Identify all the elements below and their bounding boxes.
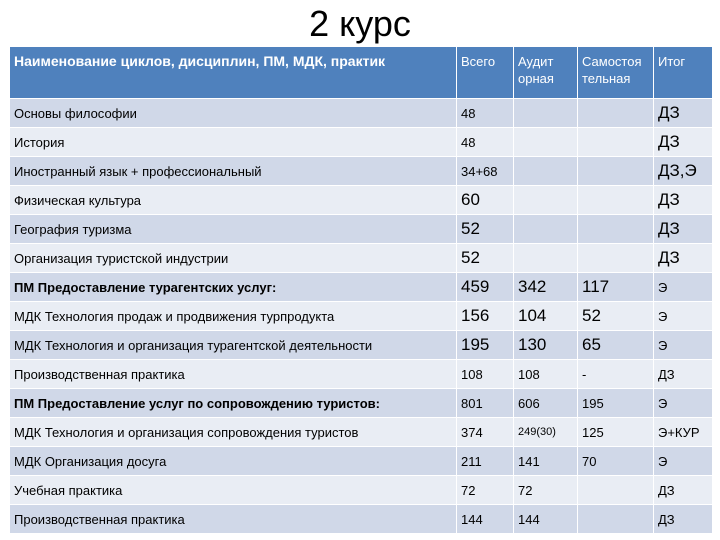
- cell-total: 72: [457, 476, 514, 505]
- cell-result: Э: [654, 331, 713, 360]
- cell-auditory: [514, 128, 578, 157]
- cell-total: 60: [457, 186, 514, 215]
- cell-self-study: [578, 186, 654, 215]
- cell-self-study: [578, 99, 654, 128]
- table-row: [10, 476, 713, 505]
- cell-auditory: [514, 157, 578, 186]
- cell-total: 459: [457, 273, 514, 302]
- cell-total: 211: [457, 447, 514, 476]
- table-row: [10, 505, 713, 534]
- cell-self-study: -: [578, 360, 654, 389]
- cell-name: География туризма: [10, 215, 457, 244]
- cell-self-study: [578, 244, 654, 273]
- cell-name: Производственная практика: [10, 505, 457, 534]
- table-row: [10, 157, 713, 186]
- cell-result: Э: [654, 273, 713, 302]
- cell-name: Производственная практика: [10, 360, 457, 389]
- cell-total: 52: [457, 244, 514, 273]
- cell-self-study: [578, 215, 654, 244]
- cell-auditory: 342: [514, 273, 578, 302]
- cell-total: 48: [457, 99, 514, 128]
- cell-result: ДЗ: [654, 215, 713, 244]
- cell-self-study: [578, 505, 654, 534]
- cell-total: 34+68: [457, 157, 514, 186]
- cell-name: Учебная практика: [10, 476, 457, 505]
- header-total: Всего: [457, 47, 514, 99]
- cell-result: Э: [654, 302, 713, 331]
- cell-name: МДК Организация досуга: [10, 447, 457, 476]
- cell-self-study: 195: [578, 389, 654, 418]
- cell-self-study: 117: [578, 273, 654, 302]
- cell-auditory: [514, 186, 578, 215]
- cell-result: ДЗ: [654, 128, 713, 157]
- cell-self-study: 70: [578, 447, 654, 476]
- cell-result: ДЗ: [654, 244, 713, 273]
- cell-total: 195: [457, 331, 514, 360]
- cell-auditory: 249(30): [514, 418, 578, 447]
- cell-result: Э+КУР: [654, 418, 713, 447]
- table-row: [10, 418, 713, 447]
- table-row: [10, 389, 713, 418]
- cell-total: 48: [457, 128, 514, 157]
- header-auditory: Аудит орная: [514, 47, 578, 99]
- cell-name: ПМ Предоставление услуг по сопровождению туристов:: [10, 389, 457, 418]
- cell-result: Э: [654, 389, 713, 418]
- cell-auditory: 108: [514, 360, 578, 389]
- header-result: Итог: [654, 47, 713, 99]
- cell-self-study: [578, 476, 654, 505]
- cell-auditory: 104: [514, 302, 578, 331]
- cell-auditory: [514, 244, 578, 273]
- header-name: Наименование циклов, дисциплин, ПМ, МДК, практик: [10, 47, 457, 99]
- cell-name: МДК Технология и организация турагентской деятельности: [10, 331, 457, 360]
- cell-result: ДЗ: [654, 360, 713, 389]
- cell-name: МДК Технология продаж и продвижения турпродукта: [10, 302, 457, 331]
- cell-name: Организация туристской индустрии: [10, 244, 457, 273]
- table-row: [10, 186, 713, 215]
- table-row: [10, 215, 713, 244]
- cell-self-study: 125: [578, 418, 654, 447]
- cell-name: Иностранный язык + профессиональный: [10, 157, 457, 186]
- cell-total: 108: [457, 360, 514, 389]
- cell-name: ПМ Предоставление турагентских услуг:: [10, 273, 457, 302]
- table-row: [10, 244, 713, 273]
- cell-result: ДЗ: [654, 99, 713, 128]
- cell-total: 801: [457, 389, 514, 418]
- cell-result: ДЗ: [654, 186, 713, 215]
- cell-auditory: 606: [514, 389, 578, 418]
- table-row: [10, 447, 713, 476]
- cell-self-study: 65: [578, 331, 654, 360]
- table-row: [10, 273, 713, 302]
- page-title: 2 курс: [309, 3, 411, 44]
- cell-result: ДЗ,Э: [654, 157, 713, 186]
- cell-auditory: 130: [514, 331, 578, 360]
- cell-auditory: 141: [514, 447, 578, 476]
- cell-auditory: 144: [514, 505, 578, 534]
- curriculum-table: [9, 46, 713, 534]
- cell-self-study: [578, 128, 654, 157]
- cell-total: 374: [457, 418, 514, 447]
- cell-auditory: [514, 215, 578, 244]
- cell-total: 144: [457, 505, 514, 534]
- cell-result: Э: [654, 447, 713, 476]
- cell-self-study: [578, 157, 654, 186]
- cell-name: Физическая культура: [10, 186, 457, 215]
- table-row: [10, 360, 713, 389]
- cell-total: 156: [457, 302, 514, 331]
- cell-self-study: 52: [578, 302, 654, 331]
- header-self-study: Самостоя тельная: [578, 47, 654, 99]
- cell-total: 52: [457, 215, 514, 244]
- cell-name: МДК Технология и организация сопровождения туристов: [10, 418, 457, 447]
- table-row: [10, 302, 713, 331]
- cell-auditory: [514, 99, 578, 128]
- cell-result: ДЗ: [654, 505, 713, 534]
- table-row: [10, 128, 713, 157]
- cell-name: Основы философии: [10, 99, 457, 128]
- cell-auditory: 72: [514, 476, 578, 505]
- cell-result: ДЗ: [654, 476, 713, 505]
- table-header-row: [10, 47, 713, 99]
- table-row: [10, 331, 713, 360]
- table-row: [10, 99, 713, 128]
- cell-name: История: [10, 128, 457, 157]
